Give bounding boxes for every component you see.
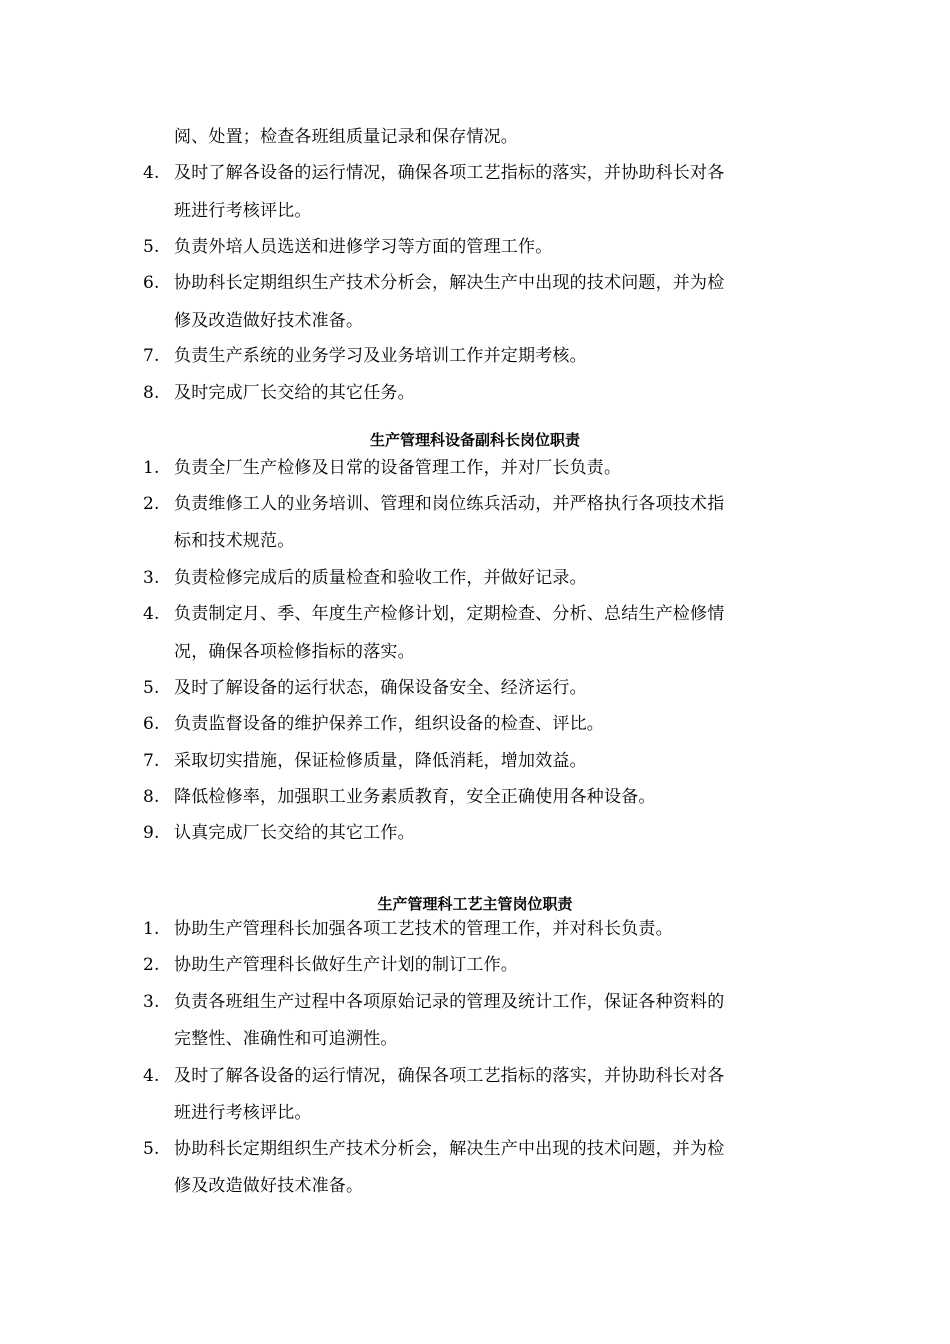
item-text: 及时完成厂长交给的其它任务。 [174, 383, 415, 403]
item-number: 2. [143, 955, 160, 975]
item-text: 负责外培人员选送和进修学习等方面的管理工作。 [174, 237, 553, 257]
item-number: 7. [143, 751, 160, 771]
item-text: 负责各班组生产过程中各项原始记录的管理及统计工作，保证各种资料的 [174, 992, 725, 1012]
item-text-continued: 修及改造做好技术准备。 [174, 1176, 364, 1196]
item-number: 6. [143, 273, 160, 293]
section-title: 生产管理科设备副科长岗位职责 [369, 431, 580, 449]
item-text: 负责全厂生产检修及日常的设备管理工作，并对厂长负责。 [174, 458, 622, 478]
item-text: 采取切实措施，保证检修质量，降低消耗，增加效益。 [174, 751, 587, 771]
item-number: 8. [143, 787, 160, 807]
paragraph-text: 阅、处置；检查各班组质量记录和保存情况。 [174, 127, 518, 147]
item-number: 4. [143, 163, 160, 183]
item-number: 9. [143, 823, 160, 843]
item-text: 协助生产管理科长加强各项工艺技术的管理工作，并对科长负责。 [174, 919, 673, 939]
item-number: 4. [143, 1066, 160, 1086]
item-text-continued: 修及改造做好技术准备。 [174, 311, 364, 331]
item-text: 负责生产系统的业务学习及业务培训工作并定期考核。 [174, 346, 587, 366]
item-text: 及时了解各设备的运行情况，确保各项工艺指标的落实，并协助科长对各 [174, 1066, 725, 1086]
item-text: 及时了解设备的运行状态，确保设备安全、经济运行。 [174, 678, 587, 698]
item-text-continued: 标和技术规范。 [174, 531, 295, 551]
item-text: 认真完成厂长交给的其它工作。 [174, 823, 415, 843]
item-text: 协助生产管理科长做好生产计划的制订工作。 [174, 955, 518, 975]
item-number: 2. [143, 494, 160, 514]
item-text-continued: 况，确保各项检修指标的落实。 [174, 642, 415, 662]
item-number: 5. [143, 237, 160, 257]
item-text: 降低检修率，加强职工业务素质教育，安全正确使用各种设备。 [174, 787, 656, 807]
item-text: 负责监督设备的维护保养工作，组织设备的检查、评比。 [174, 714, 604, 734]
item-number: 6. [143, 714, 160, 734]
item-text-continued: 完整性、准确性和可追溯性。 [174, 1029, 398, 1049]
item-number: 5. [143, 1139, 160, 1159]
item-text-continued: 班进行考核评比。 [174, 1103, 312, 1123]
item-text: 负责制定月、季、年度生产检修计划，定期检查、分析、总结生产检修情 [174, 604, 725, 624]
item-number: 4. [143, 604, 160, 624]
item-number: 1. [143, 919, 160, 939]
item-number: 3. [143, 992, 160, 1012]
item-number: 1. [143, 458, 160, 478]
item-text-continued: 班进行考核评比。 [174, 201, 312, 221]
item-text: 及时了解各设备的运行情况，确保各项工艺指标的落实，并协助科长对各 [174, 163, 725, 183]
section-title: 生产管理科工艺主管岗位职责 [377, 895, 573, 913]
item-number: 8. [143, 383, 160, 403]
item-text: 协助科长定期组织生产技术分析会，解决生产中出现的技术问题，并为检 [174, 1139, 725, 1159]
item-number: 7. [143, 346, 160, 366]
item-number: 3. [143, 568, 160, 588]
item-number: 5. [143, 678, 160, 698]
item-text: 负责检修完成后的质量检查和验收工作，并做好记录。 [174, 568, 587, 588]
item-text: 负责维修工人的业务培训、管理和岗位练兵活动，并严格执行各项技术指 [174, 494, 725, 514]
item-text: 协助科长定期组织生产技术分析会，解决生产中出现的技术问题，并为检 [174, 273, 725, 293]
